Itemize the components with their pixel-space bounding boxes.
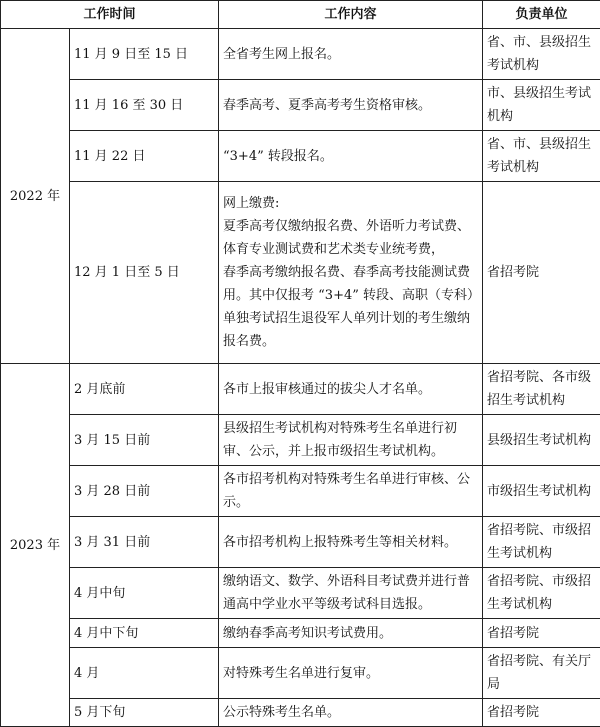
unit-cell: 县级招生考试机构 bbox=[483, 415, 600, 466]
table-row bbox=[1, 648, 600, 699]
content-cell: 网上缴费: 夏季高考仅缴纳报名费、外语听力考试费、体育专业测试费和艺术类专业统考费， 春季高考缴纳报名费、春季高考技能测试费用。其中仅报考 “3+4” 转段、高职（专科）单独考试招生退役军人单列计划的考生缴纳报名费。 bbox=[219, 182, 483, 364]
unit-cell: 省招考院、各市级招生考试机构 bbox=[483, 364, 600, 415]
table-row bbox=[1, 466, 600, 517]
header-content: 工作内容 bbox=[219, 1, 483, 29]
content-cell: 缴纳春季高考知识考试费用。 bbox=[219, 619, 483, 648]
unit-cell: 省招考院 bbox=[483, 619, 600, 648]
time-cell: 3 月 31 日前 bbox=[70, 517, 219, 568]
table-row bbox=[1, 619, 600, 648]
unit-cell: 省招考院、市级招生考试机构 bbox=[483, 568, 600, 619]
time-cell: 12 月 1 日至 5 日 bbox=[70, 182, 219, 364]
time-cell: 2 月底前 bbox=[70, 364, 219, 415]
year-cell: 2023 年 bbox=[1, 364, 70, 727]
content-cell: 缴纳语文、数学、外语科目考试费并进行普通高中学业水平等级考试科目选报。 bbox=[219, 568, 483, 619]
content-cell: 春季高考、夏季高考考生资格审核。 bbox=[219, 80, 483, 131]
unit-cell: 省招考院、有关厅局 bbox=[483, 648, 600, 699]
table-row bbox=[1, 415, 600, 466]
unit-cell: 市、县级招生考试机构 bbox=[483, 80, 600, 131]
table-row bbox=[1, 131, 600, 182]
content-cell: 对特殊考生名单进行复审。 bbox=[219, 648, 483, 699]
table-row bbox=[1, 699, 600, 727]
time-cell: 3 月 15 日前 bbox=[70, 415, 219, 466]
time-cell: 4 月中旬 bbox=[70, 568, 219, 619]
table-row bbox=[1, 80, 600, 131]
content-cell: 各市上报审核通过的拔尖人才名单。 bbox=[219, 364, 483, 415]
content-cell: 各市招考机构对特殊考生名单进行审核、公示。 bbox=[219, 466, 483, 517]
table-row bbox=[1, 29, 600, 80]
time-cell: 4 月 bbox=[70, 648, 219, 699]
content-cell: 全省考生网上报名。 bbox=[219, 29, 483, 80]
unit-cell: 省招考院 bbox=[483, 699, 600, 727]
header-unit: 负责单位 bbox=[483, 1, 600, 29]
header-row bbox=[1, 1, 600, 29]
time-cell: 4 月中下旬 bbox=[70, 619, 219, 648]
table-row bbox=[1, 364, 600, 415]
time-cell: 5 月下旬 bbox=[70, 699, 219, 727]
unit-cell: 省招考院 bbox=[483, 182, 600, 364]
content-cell: “3+4” 转段报名。 bbox=[219, 131, 483, 182]
table-row bbox=[1, 182, 600, 364]
header-time: 工作时间 bbox=[1, 1, 219, 29]
table-row bbox=[1, 517, 600, 568]
unit-cell: 省招考院、市级招生考试机构 bbox=[483, 517, 600, 568]
content-cell: 公示特殊考生名单。 bbox=[219, 699, 483, 727]
time-cell: 11 月 9 日至 15 日 bbox=[70, 29, 219, 80]
table-row bbox=[1, 568, 600, 619]
time-cell: 11 月 22 日 bbox=[70, 131, 219, 182]
time-cell: 11 月 16 至 30 日 bbox=[70, 80, 219, 131]
content-cell: 县级招生考试机构对特殊考生名单进行初审、公示，并上报市级招生考试机构。 bbox=[219, 415, 483, 466]
unit-cell: 省、市、县级招生考试机构 bbox=[483, 131, 600, 182]
time-cell: 3 月 28 日前 bbox=[70, 466, 219, 517]
year-cell: 2022 年 bbox=[1, 29, 70, 364]
unit-cell: 市级招生考试机构 bbox=[483, 466, 600, 517]
content-cell: 各市招考机构上报特殊考生等相关材料。 bbox=[219, 517, 483, 568]
unit-cell: 省、市、县级招生考试机构 bbox=[483, 29, 600, 80]
